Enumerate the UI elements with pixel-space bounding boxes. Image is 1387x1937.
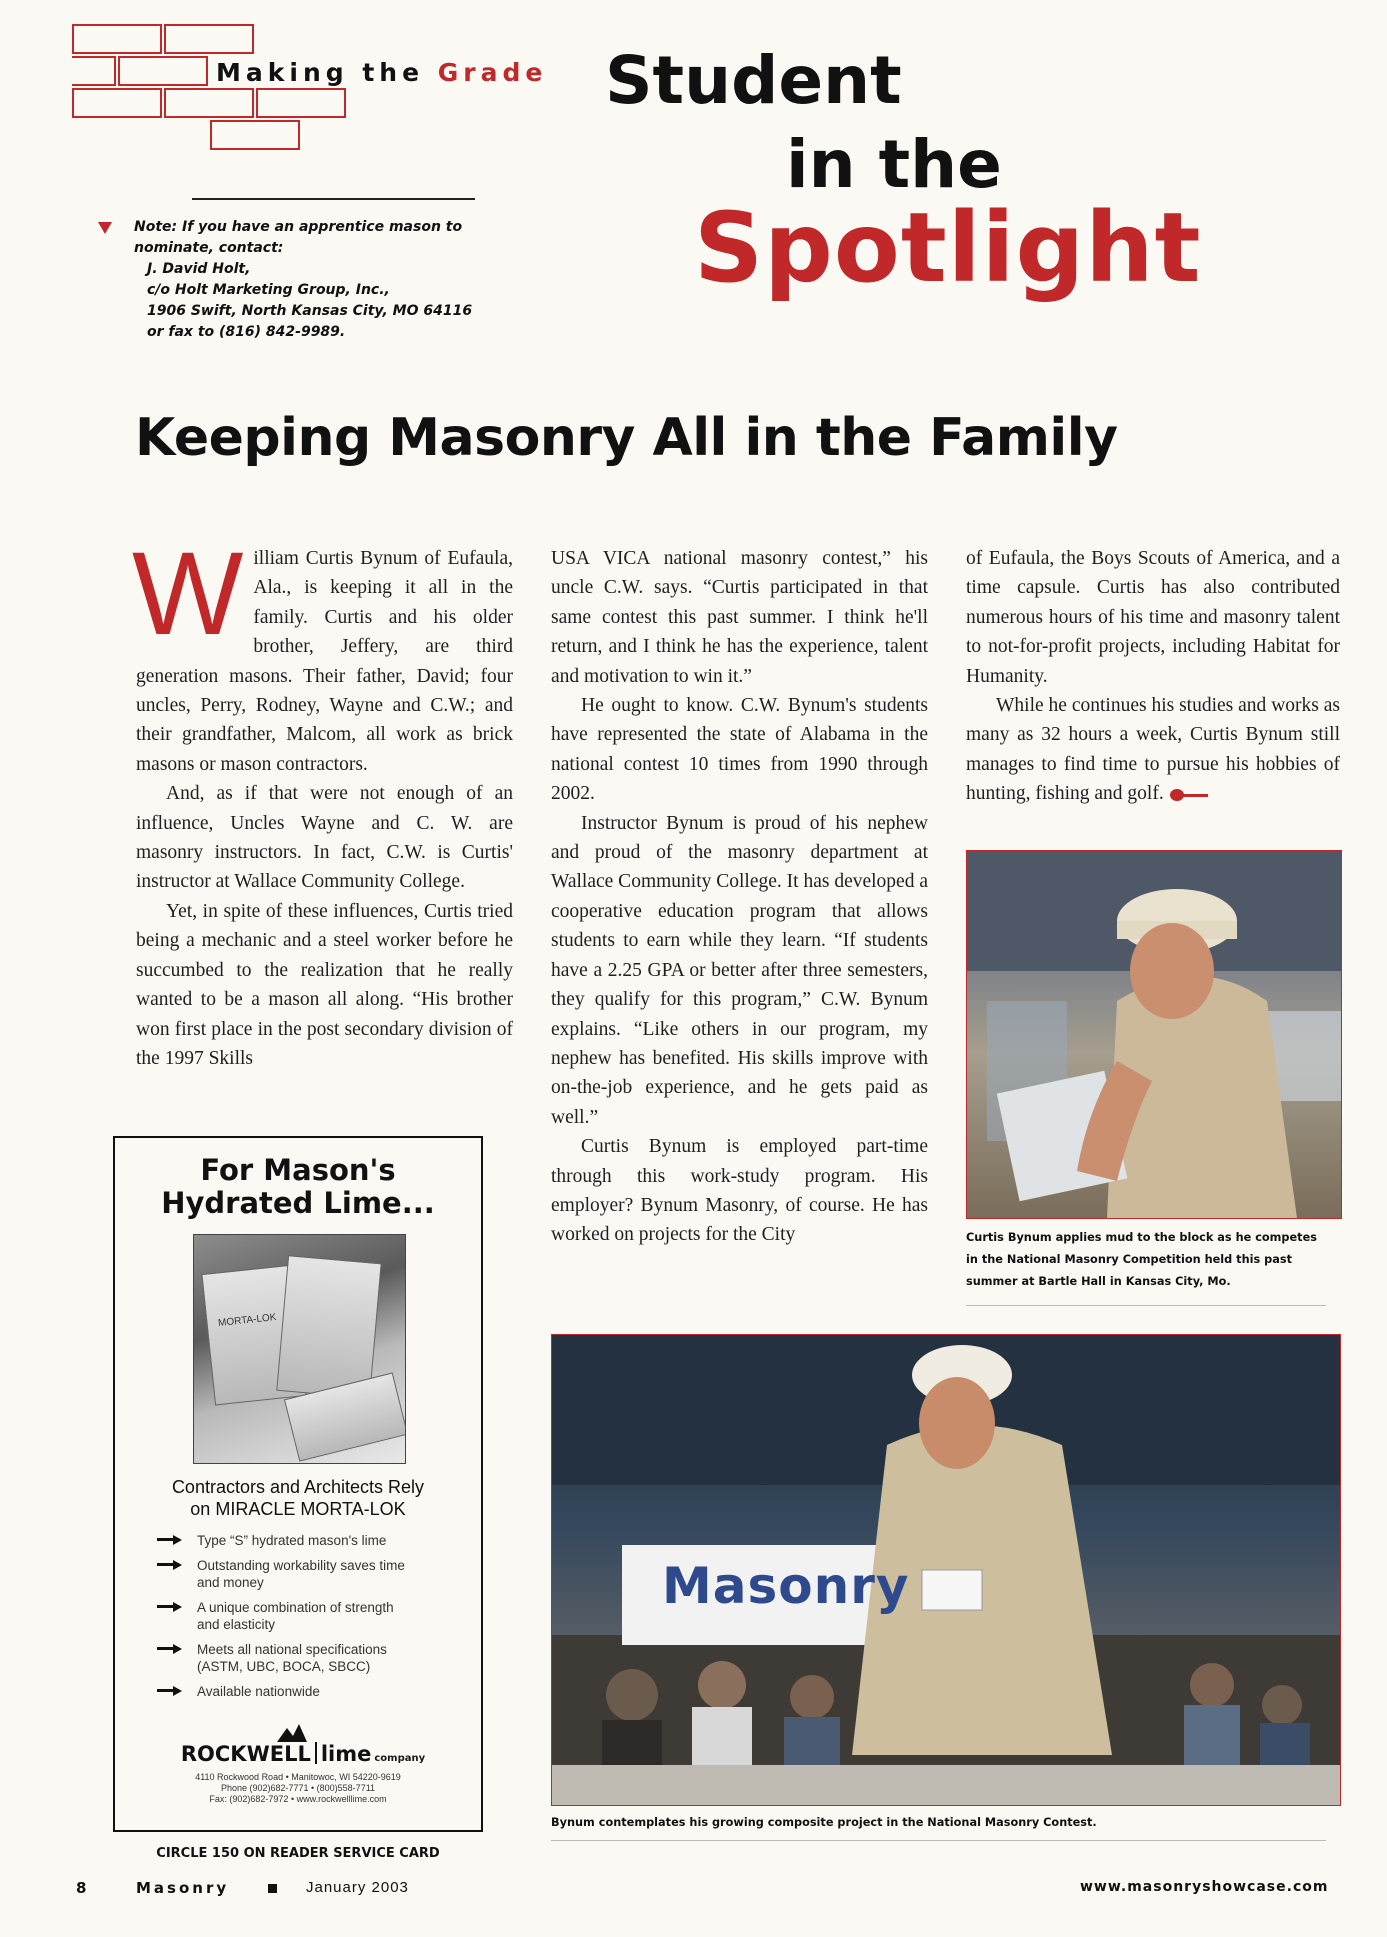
rockwell-logo-icon bbox=[275, 1722, 309, 1744]
ad-bullet-item: Type “S” hydrated mason's lime bbox=[157, 1532, 457, 1549]
ad-brand-logo: ROCKWELL lime company bbox=[180, 1742, 426, 1766]
footer-website: www.masonryshowcase.com bbox=[1080, 1879, 1329, 1895]
ad-product-photo bbox=[193, 1234, 406, 1464]
photo-bynum-contemplates bbox=[551, 1334, 1341, 1806]
ad-rely-text: Contractors and Architects Rely on MIRACLE MORTA-LOK bbox=[171, 1477, 425, 1519]
article-headline: Keeping Masonry All in the Family bbox=[135, 408, 1118, 468]
arrow-bullet-icon bbox=[157, 1602, 183, 1612]
masonry-banner-text: Masonry bbox=[662, 1557, 910, 1615]
ad-bullet-list bbox=[157, 1532, 457, 1708]
article-column-3: of Eufaula, the Boys Scouts of America, and a time capsule. Curtis has also contributed numerous hours of his time and masonry talent to not-for-profit projects, including Habitat for Humanity. While he continues his studies and works as many as 32 hours a week, Curtis Bynum still manages to find time to pursue his hobbies of hunting, fishing and golf. bbox=[966, 548, 1340, 805]
photo2-caption-rule bbox=[551, 1840, 1326, 1841]
photo1-caption-rule bbox=[966, 1305, 1326, 1306]
ad-bag-label: MORTA-LOK bbox=[217, 1311, 277, 1330]
arrow-bullet-icon bbox=[157, 1644, 183, 1654]
advertisement-box bbox=[113, 1136, 483, 1832]
nomination-note: Note: If you have an apprentice mason to nominate, contact: J. David Holt, c/o Holt Marketing Group, Inc., 1906 Swift, North Kansas City, MO 64116 or fax to (816) 842-9989. bbox=[134, 219, 473, 340]
section-kicker: Making the Grade bbox=[216, 58, 548, 87]
article-column-2: USA VICA national masonry contest,” his uncle C.W. says. “Curtis participated in that same contest this past summer. I think he'll return, and I think he has the experience, talent and motivation to win it.” He ought to know. C.W. Bynum's students have represented the state of Alabama in the national contest 10 times from 1990 through 2002. Instructor Bynum is proud of his nephew and proud of the masonry department at Wallace Community College. It has developed a cooperative education program that allows students to earn while they learn. “If students have a 2.25 GPA or better after three semesters, they qualify for this program,” C.W. Bynum explains. “Like others in our program, my nephew has benefited. His skills improve with on-the-job experience, and he gets paid as well.” Curtis Bynum is employed part-time through this work-study program. His employer? Bynum Masonry, of course. He has worked on projects for the City bbox=[551, 548, 928, 1246]
ad-headline: For Mason's Hydrated Lime... bbox=[161, 1153, 435, 1220]
page-number: 8 bbox=[76, 1879, 87, 1897]
title-line-spotlight: Spotlight bbox=[694, 192, 1202, 304]
photo-curtis-illustration bbox=[967, 851, 1341, 1218]
ad-bullet-item: Meets all national specifications (ASTM, UBC, BOCA, SBCC) bbox=[157, 1641, 457, 1675]
title-line-student: Student bbox=[605, 42, 902, 119]
ad-bullet-item: A unique combination of strength and elasticity bbox=[157, 1599, 457, 1633]
footer-square-icon bbox=[268, 1884, 277, 1893]
red-triangle-icon bbox=[98, 222, 112, 234]
title-line-in-the: in the bbox=[786, 126, 1002, 203]
end-mark-icon bbox=[1170, 788, 1210, 802]
drop-cap: W bbox=[132, 528, 244, 660]
photo-curtis-applying-mud bbox=[966, 850, 1342, 1219]
photo2-caption: Bynum contemplates his growing composite project in the National Masonry Contest. bbox=[551, 1816, 1097, 1829]
note-divider bbox=[192, 198, 475, 200]
reader-service-note: CIRCLE 150 ON READER SERVICE CARD bbox=[156, 1846, 440, 1861]
ad-bullet-item: Available nationwide bbox=[157, 1683, 457, 1700]
photo1-caption: Curtis Bynum applies mud to the block as he competes in the National Masonry Competition held this past summer at Bartle Hall in Kansas City, Mo. bbox=[966, 1231, 1317, 1288]
footer-issue: January 2003 bbox=[306, 1879, 409, 1896]
arrow-bullet-icon bbox=[157, 1686, 183, 1696]
article-column-1: William Curtis Bynum of Eufaula, Ala., is keeping it all in the family. Curtis and his older brother, Jeffery, are third generation masons. Their father, David; four uncles, Perry, Rodney, Wayne and C.W.; and their grandfather, Malcom, all work as brick masons or mason contractors. And, as if that were not enough of an influence, Uncles Wayne and C. W. are masonry instructors. In fact, C.W. is Curtis' instructor at Wallace Community College. Yet, in spite of these influences, Curtis tried being a mechanic and a steel worker before he succumbed to the realization that he really wanted to be a mason all along. “His brother won first place in the post secondary division of the 1997 Skills bbox=[132, 528, 513, 1069]
footer-magazine: Masonry bbox=[136, 1879, 230, 1897]
arrow-bullet-icon bbox=[157, 1560, 183, 1570]
brick-logo bbox=[0, 0, 1, 1]
ad-bullet-item: Outstanding workability saves time and money bbox=[157, 1557, 457, 1591]
ad-contact-info: 4110 Rockwood Road • Manitowoc, WI 54220-9619 Phone (902)682-7771 • (800)558-7711 Fax: (902)682-7972 • www.rockwelllime.com bbox=[195, 1772, 401, 1804]
arrow-bullet-icon bbox=[157, 1535, 183, 1545]
